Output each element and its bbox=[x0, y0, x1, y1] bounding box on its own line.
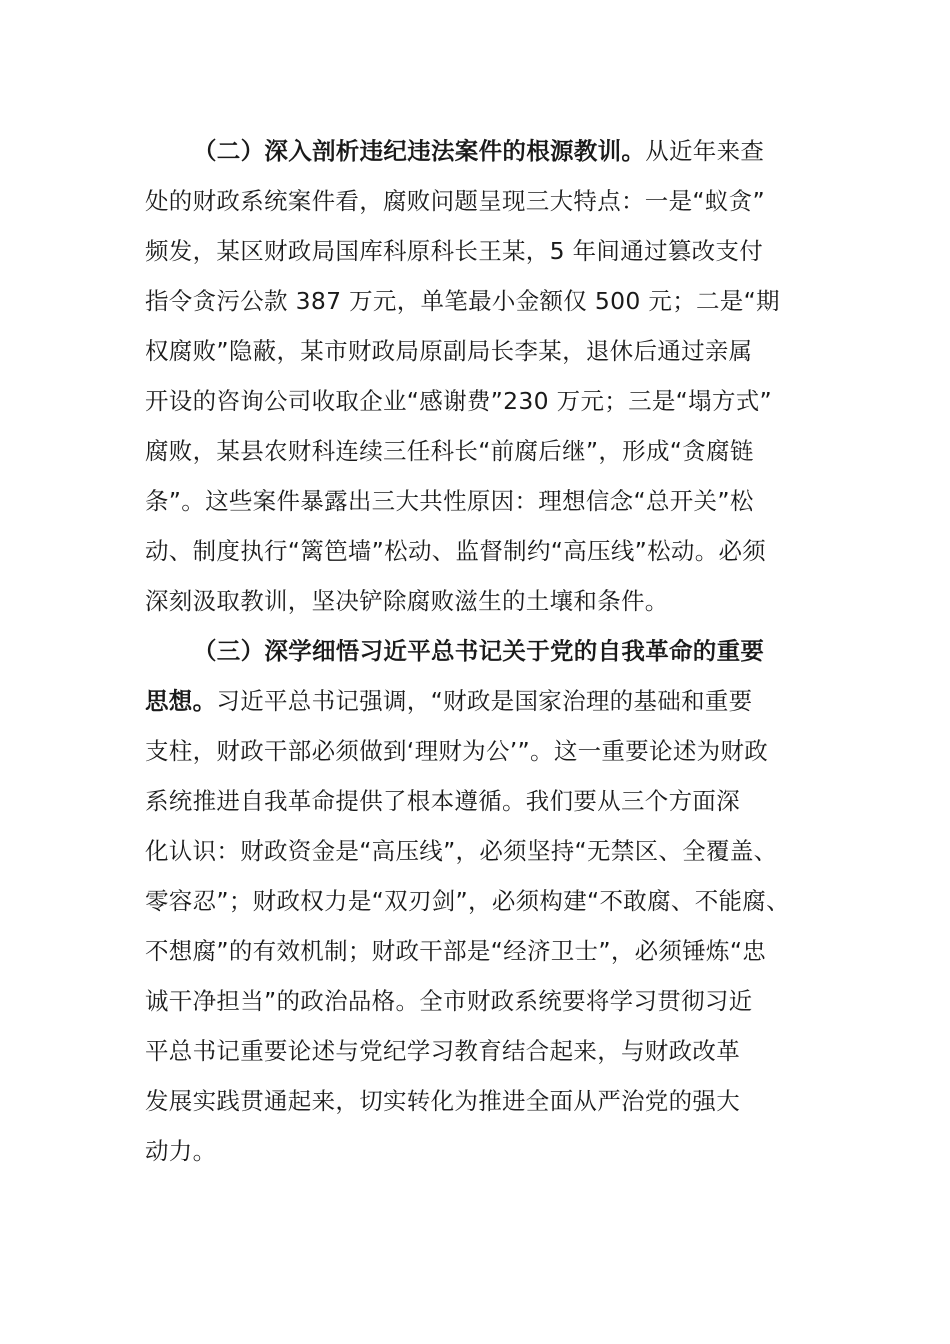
text-run: 支柱，财政干部必须做到‘理财为公’”。这一重要论述为财政 bbox=[145, 737, 769, 765]
text-run: 处的财政系统案件看，腐败问题呈现三大特点：一是“蚁贪” bbox=[145, 187, 765, 215]
section-heading: 思想。 bbox=[145, 687, 217, 715]
paragraph-line bbox=[145, 826, 810, 876]
text-run: 深刻汲取教训，坚决铲除腐败滋生的土壤和条件。 bbox=[145, 587, 669, 615]
text-run: 平总书记重要论述与党纪学习教育结合起来，与财政改革 bbox=[145, 1037, 740, 1065]
paragraph-line bbox=[145, 476, 810, 526]
text-run: 零容忍”；财政权力是“双刃剑”，必须构建“不敢腐、不能腐、 bbox=[145, 887, 790, 915]
paragraph-line bbox=[145, 226, 810, 276]
paragraph-line bbox=[145, 1026, 810, 1076]
paragraph-line bbox=[145, 326, 810, 376]
text-run: 从近年来查 bbox=[645, 137, 765, 165]
paragraph-line bbox=[145, 426, 810, 476]
paragraph-line bbox=[145, 376, 810, 426]
paragraph-line bbox=[145, 526, 810, 576]
paragraph-line bbox=[145, 776, 810, 826]
paragraph-line bbox=[145, 276, 810, 326]
text-run: 指令贪污公款 387 万元，单笔最小金额仅 500 元；二是“期 bbox=[145, 287, 780, 315]
section-heading: （三）深学细悟习近平总书记关于党的自我革命的重要 bbox=[193, 637, 765, 665]
paragraph-line bbox=[145, 126, 810, 176]
document-body bbox=[145, 126, 810, 1176]
paragraph-section-3 bbox=[145, 626, 810, 1176]
text-run: 系统推进自我革命提供了根本遵循。我们要从三个方面深 bbox=[145, 787, 740, 815]
section-heading: （二）深入剖析违纪违法案件的根源教训。 bbox=[193, 137, 646, 165]
paragraph-line bbox=[145, 926, 810, 976]
text-run: 化认识：财政资金是“高压线”，必须坚持“无禁区、全覆盖、 bbox=[145, 837, 778, 865]
paragraph-line bbox=[145, 726, 810, 776]
text-run: 动、制度执行“篱笆墙”松动、监督制约“高压线”松动。必须 bbox=[145, 537, 767, 565]
paragraph-line bbox=[145, 1126, 810, 1176]
paragraph-line bbox=[145, 1076, 810, 1126]
paragraph-line bbox=[145, 576, 810, 626]
paragraph-line bbox=[145, 876, 810, 926]
paragraph-section-2 bbox=[145, 126, 810, 626]
paragraph-line bbox=[145, 176, 810, 226]
text-run: 条”。这些案件暴露出三大共性原因：理想信念“总开关”松 bbox=[145, 487, 754, 515]
paragraph-line bbox=[145, 626, 810, 676]
text-run: 权腐败”隐蔽，某市财政局原副局长李某，退休后通过亲属 bbox=[145, 337, 753, 365]
text-run: 不想腐”的有效机制；财政干部是“经济卫士”，必须锤炼“忠 bbox=[145, 937, 767, 965]
text-run: 开设的咨询公司收取企业“感谢费”230 万元；三是“塌方式” bbox=[145, 387, 773, 415]
paragraph-line bbox=[145, 976, 810, 1026]
text-run: 发展实践贯通起来，切实转化为推进全面从严治党的强大 bbox=[145, 1087, 740, 1115]
text-run: 频发，某区财政局国库科原科长王某，5 年间通过篡改支付 bbox=[145, 237, 764, 265]
text-run: 诚干净担当”的政治品格。全市财政系统要将学习贯彻习近 bbox=[145, 987, 753, 1015]
text-run: 腐败，某县农财科连续三任科长“前腐后继”，形成“贪腐链 bbox=[145, 437, 754, 465]
text-run: 习近平总书记强调，“财政是国家治理的基础和重要 bbox=[216, 687, 753, 715]
paragraph-line bbox=[145, 676, 810, 726]
text-run: 动力。 bbox=[145, 1137, 217, 1165]
